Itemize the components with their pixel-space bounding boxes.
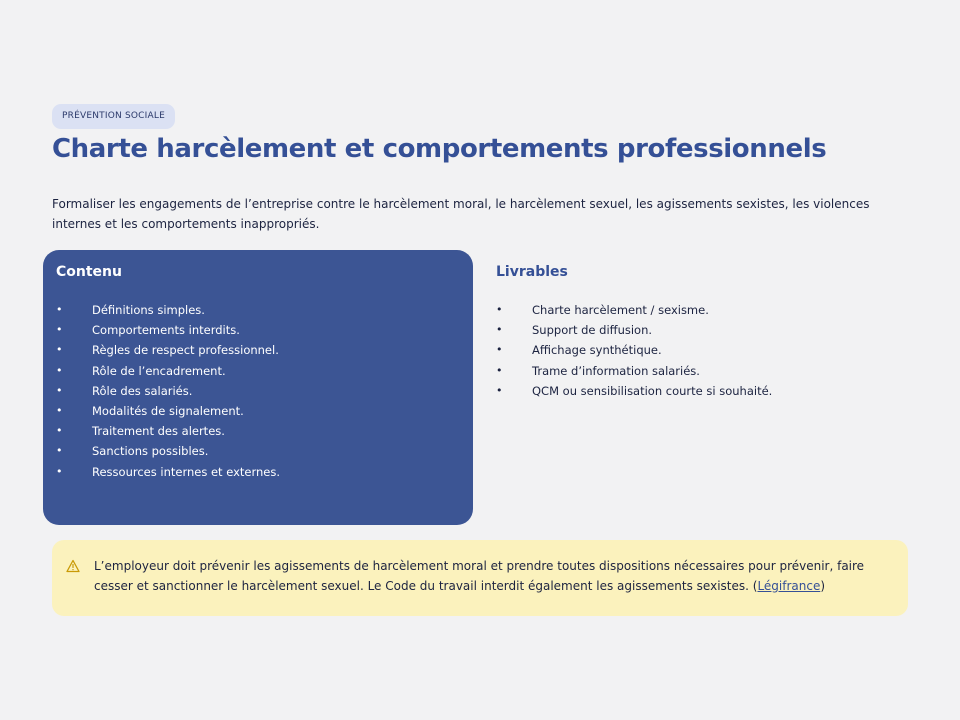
- livrables-heading: Livrables: [496, 264, 568, 280]
- livrables-column: [483, 250, 913, 450]
- list-item-label: Affichage synthétique.: [532, 343, 662, 358]
- bullet: •: [56, 363, 63, 377]
- list-item-label: Sanctions possibles.: [92, 444, 209, 459]
- list-item-label: Règles de respect professionnel.: [92, 343, 279, 358]
- list-item-label: Support de diffusion.: [532, 323, 653, 338]
- list-item-label: Modalités de signalement.: [92, 404, 244, 419]
- bullet: •: [56, 343, 63, 357]
- list-item-label: Définitions simples.: [92, 303, 205, 317]
- contenu-heading: Contenu: [56, 264, 122, 280]
- contenu-card: [43, 250, 473, 525]
- list-item: [56, 300, 280, 320]
- list-item-label: Charte harcèlement / sexisme.: [532, 303, 709, 317]
- bullet: •: [56, 464, 63, 478]
- list-item: [56, 381, 280, 401]
- bullet: •: [56, 444, 63, 458]
- livrables-list: [496, 300, 772, 401]
- list-item: [496, 361, 772, 381]
- alert-text-main: L’employeur doit prévenir les agissements de harcèlement moral et prendre toutes dispositions nécessaires pour prévenir, faire cesser et sanctionner le harcèlement sexuel. Le Code du travail interdit également les agissements sexistes. (: [94, 559, 865, 593]
- list-item: [56, 361, 280, 381]
- list-item: [56, 421, 280, 441]
- list-item-label: QCM ou sensibilisation courte si souhaité.: [532, 383, 773, 398]
- intro-text: Formaliser les engagements de l’entreprise contre le harcèlement moral, le harcèlement sexuel, les agissements sexistes, les violences internes et les comportements inappropriés.: [52, 197, 870, 231]
- warning-icon: [66, 559, 80, 573]
- page-title: Charte harcèlement et comportements professionnels: [52, 134, 827, 164]
- bullet: •: [56, 404, 63, 418]
- contenu-list: [56, 300, 280, 482]
- list-item: [496, 381, 772, 401]
- list-item: [56, 441, 280, 461]
- alert-text-end: ): [820, 579, 826, 593]
- bullet: •: [56, 323, 63, 337]
- list-item: [496, 300, 772, 320]
- list-item: [56, 320, 280, 340]
- alert-text: [94, 556, 884, 596]
- list-item: [496, 320, 772, 340]
- bullet: •: [56, 303, 63, 316]
- list-item: [496, 340, 772, 360]
- list-item-label: Traitement des alertes.: [92, 424, 225, 439]
- legal-alert: [52, 540, 908, 616]
- bullet: •: [56, 383, 63, 397]
- bullet: •: [56, 424, 63, 438]
- list-item-label: Comportements interdits.: [92, 323, 240, 338]
- list-item-label: Ressources internes et externes.: [92, 464, 281, 479]
- list-item-label: Rôle de l’encadrement.: [92, 363, 226, 378]
- bullet: •: [496, 323, 503, 337]
- list-item-label: Rôle des salariés.: [92, 383, 193, 398]
- bullet: •: [496, 303, 503, 316]
- bullet: •: [496, 363, 503, 377]
- section-badge: PRÉVENTION SOCIALE: [52, 104, 175, 129]
- bullet: •: [496, 383, 503, 397]
- legifrance-link[interactable]: Légifrance: [757, 579, 821, 593]
- bullet: •: [496, 343, 503, 357]
- list-item-label: Trame d’information salariés.: [532, 363, 700, 378]
- list-item: [56, 462, 280, 482]
- list-item: [56, 340, 280, 360]
- list-item: [56, 401, 280, 421]
